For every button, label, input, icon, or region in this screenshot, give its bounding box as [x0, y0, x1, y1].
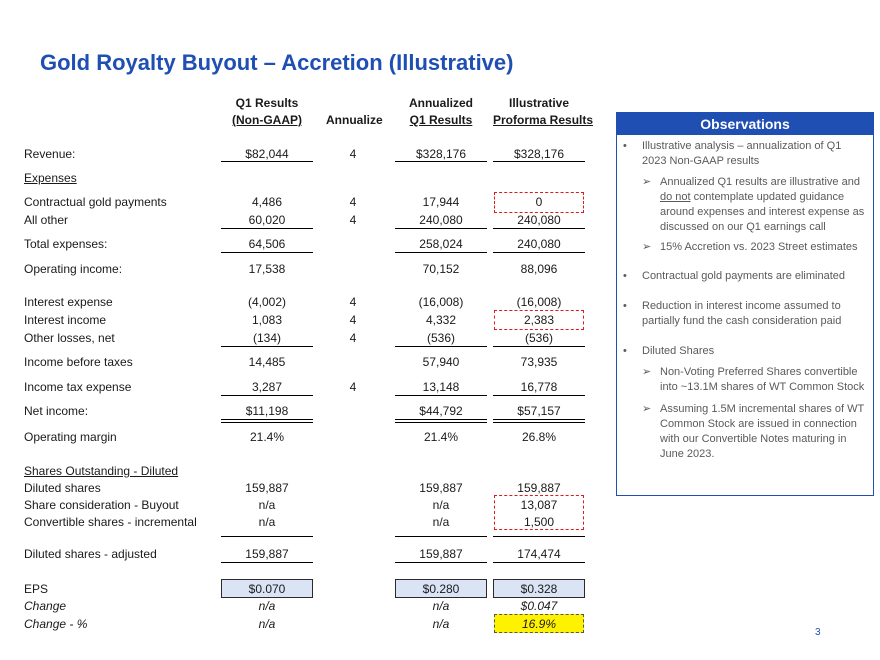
rule	[221, 562, 313, 563]
obs-sub-2-line-1: 15% Accretion vs. 2023 Street estimates	[660, 241, 858, 253]
cell-margin-proforma: 26.8%	[521, 430, 557, 444]
rule	[493, 228, 585, 229]
cell-conv-q1: n/a	[258, 515, 276, 529]
cell-change-proforma: $0.047	[520, 599, 558, 613]
obs-bullet-2-line-1: Contractual gold payments are eliminated	[642, 270, 846, 282]
observations-panel	[616, 112, 874, 496]
col-annualized-header-1: Annualized	[408, 96, 473, 110]
cell-net-annualized: $44,792	[419, 404, 463, 418]
rule	[493, 536, 585, 537]
rule	[395, 562, 487, 563]
obs-sub-4-line-1: Assuming 1.5M incremental shares of WT	[660, 403, 865, 415]
col-q1-header-1: Q1 Results	[235, 96, 299, 110]
cell-change-q1: n/a	[258, 599, 276, 613]
obs-bullet-4-line-1: Diluted Shares	[642, 345, 715, 357]
cell-intexp-annualized: (16,008)	[418, 295, 464, 309]
cell-opinc-annualized: 70,152	[422, 262, 460, 276]
obs-sub-4-line-3: with our Convertible Notes maturing in	[660, 433, 847, 445]
rule	[493, 395, 585, 396]
col-annualized-header-2: Q1 Results	[409, 113, 473, 127]
observations-header: Observations	[617, 113, 873, 135]
row-label-other-losses: Other losses, net	[24, 331, 115, 345]
obs-sub-1-line-1: Annualized Q1 results are illustrative and	[660, 176, 860, 188]
cell-otherloss-proforma: (536)	[524, 331, 553, 345]
obs-sub-3-line-2: into ~13.1M shares of WT Common Stock	[660, 381, 865, 393]
obs-bullet-1-line-2: 2023 Non-GAAP results	[642, 155, 760, 167]
cell-other-annualized: 240,080	[419, 213, 463, 227]
double-rule	[493, 419, 585, 423]
cell-opinc-q1: 17,538	[248, 262, 286, 276]
cell-tax-q1: 3,287	[251, 380, 283, 394]
bullet-icon: •	[623, 300, 627, 312]
cell-consid-annualized: n/a	[432, 498, 450, 512]
cell-otherloss-q1: (134)	[252, 331, 281, 345]
rule	[395, 252, 487, 253]
obs-sub-1-line-2	[660, 190, 844, 205]
cell-other-proforma: 240,080	[517, 213, 561, 227]
cell-diluted-annualized: 159,887	[419, 481, 463, 495]
cell-total-exp-q1: 64,506	[248, 237, 286, 251]
cell-ibt-proforma: 73,935	[520, 355, 558, 369]
rule	[493, 562, 585, 563]
page-title: Gold Royalty Buyout – Accretion (Illustrative)	[40, 50, 514, 75]
obs-sub-4-line-4: June 2023.	[660, 448, 715, 460]
cell-total-exp-proforma: 240,080	[517, 237, 561, 251]
col-proforma-header-2: Proforma Results	[493, 113, 594, 127]
cell-conv-proforma: 1,500	[523, 515, 555, 529]
cell-tax-annualized: 13,148	[422, 380, 460, 394]
cell-revenue-factor: 4	[349, 147, 357, 161]
rule	[493, 252, 585, 253]
page-number: 3	[815, 627, 821, 638]
bullet-icon: •	[623, 270, 627, 282]
row-label-convertible-shares: Convertible shares - incremental	[24, 515, 197, 529]
cell-diladj-q1: 159,887	[245, 547, 289, 561]
cell-intinc-annualized: 4,332	[425, 313, 457, 327]
cell-changepct-annualized: n/a	[432, 617, 450, 631]
cell-opinc-proforma: 88,096	[520, 262, 558, 276]
obs-bullet-3-line-2: partially fund the cash consideration paid	[642, 315, 842, 327]
cell-intinc-factor: 4	[349, 313, 357, 327]
rule	[395, 228, 487, 229]
rule	[493, 161, 585, 162]
arrow-bullet-icon: ➢	[642, 366, 652, 378]
cell-ibt-annualized: 57,940	[422, 355, 460, 369]
rule	[221, 395, 313, 396]
row-label-expenses: Expenses	[24, 171, 77, 185]
col-proforma-header-1: Illustrative	[508, 96, 570, 110]
row-label-interest-expense: Interest expense	[24, 295, 113, 309]
col-q1-header-2: (Non-GAAP)	[232, 113, 302, 127]
row-label-share-consideration: Share consideration - Buyout	[24, 498, 179, 512]
arrow-bullet-icon: ➢	[642, 403, 652, 415]
row-label-change: Change	[24, 599, 67, 613]
cell-eps-q1: $0.070	[248, 582, 286, 596]
obs-emphasis: do not	[660, 191, 691, 203]
cell-intexp-q1: (4,002)	[247, 295, 287, 309]
rule	[395, 395, 487, 396]
row-label-change-pct: Change - %	[24, 617, 88, 631]
cell-changepct-q1: n/a	[258, 617, 276, 631]
cell-eps-proforma: $0.328	[520, 582, 558, 596]
rule	[395, 161, 487, 162]
cell-revenue-annualized: $328,176	[415, 147, 467, 161]
cell-intexp-proforma: (16,008)	[516, 295, 562, 309]
rule	[493, 346, 585, 347]
bullet-icon: •	[623, 345, 627, 357]
row-label-diluted-shares: Diluted shares	[24, 481, 101, 495]
cell-diladj-proforma: 174,474	[517, 547, 561, 561]
cell-conv-annualized: n/a	[432, 515, 450, 529]
cell-intexp-factor: 4	[349, 295, 357, 309]
cell-otherloss-factor: 4	[349, 331, 357, 345]
rule	[221, 346, 313, 347]
cell-tax-proforma: 16,778	[520, 380, 558, 394]
row-label-gold-payments: Contractual gold payments	[24, 195, 167, 209]
row-label-revenue: Revenue:	[24, 147, 76, 161]
arrow-bullet-icon: ➢	[642, 241, 652, 253]
cell-gold-factor: 4	[349, 195, 357, 209]
cell-gold-annualized: 17,944	[422, 195, 460, 209]
cell-diluted-proforma: 159,887	[517, 481, 561, 495]
cell-margin-q1: 21.4%	[249, 430, 285, 444]
cell-other-q1: 60,020	[248, 213, 286, 227]
obs-sub-4-line-2: Common Stock are issued in connection	[660, 418, 857, 430]
rule	[221, 252, 313, 253]
obs-sub-3-line-1: Non-Voting Preferred Shares convertible	[660, 366, 858, 378]
cell-changepct-proforma: 16.9%	[521, 617, 557, 631]
bullet-icon: •	[623, 140, 627, 152]
obs-sub-1-line-2-rest: contemplate updated guidance	[690, 191, 845, 203]
cell-ibt-q1: 14,485	[248, 355, 286, 369]
row-label-net-income: Net income:	[24, 404, 89, 418]
row-label-eps: EPS	[24, 582, 49, 596]
row-label-operating-income: Operating income:	[24, 262, 123, 276]
rule	[395, 346, 487, 347]
cell-revenue-q1: $82,044	[245, 147, 289, 161]
rule	[395, 536, 487, 537]
cell-consid-q1: n/a	[258, 498, 276, 512]
rule	[221, 228, 313, 229]
cell-change-annualized: n/a	[432, 599, 450, 613]
row-label-shares-header: Shares Outstanding - Diluted	[24, 464, 179, 478]
cell-total-exp-annualized: 258,024	[419, 237, 463, 251]
obs-sub-1-line-3: around expenses and interest expense as	[660, 206, 865, 218]
cell-otherloss-annualized: (536)	[426, 331, 455, 345]
cell-margin-annualized: 21.4%	[423, 430, 459, 444]
rule	[221, 161, 313, 162]
row-label-all-other: All other	[24, 213, 69, 227]
cell-gold-proforma: 0	[535, 195, 543, 209]
row-label-operating-margin: Operating margin	[24, 430, 117, 444]
row-label-interest-income: Interest income	[24, 313, 107, 327]
cell-net-q1: $11,198	[245, 404, 289, 418]
cell-eps-annualized: $0.280	[422, 582, 460, 596]
cell-gold-q1: 4,486	[251, 195, 283, 209]
cell-diladj-annualized: 159,887	[419, 547, 463, 561]
double-rule	[221, 419, 313, 423]
cell-other-factor: 4	[349, 213, 357, 227]
row-label-total-expenses: Total expenses:	[24, 237, 108, 251]
obs-bullet-3-line-1: Reduction in interest income assumed to	[642, 300, 841, 312]
cell-net-proforma: $57,157	[517, 404, 561, 418]
cell-intinc-proforma: 2,383	[523, 313, 555, 327]
cell-consid-proforma: 13,087	[520, 498, 558, 512]
col-annualize-header: Annualize	[326, 113, 383, 127]
rule	[221, 536, 313, 537]
cell-intinc-q1: 1,083	[251, 313, 283, 327]
row-label-income-before-taxes: Income before taxes	[24, 355, 133, 369]
row-label-income-tax: Income tax expense	[24, 380, 132, 394]
obs-bullet-1-line-1: Illustrative analysis – annualization of Q1	[642, 140, 842, 152]
arrow-bullet-icon: ➢	[642, 176, 652, 188]
row-label-diluted-adjusted: Diluted shares - adjusted	[24, 547, 157, 561]
cell-revenue-proforma: $328,176	[513, 147, 565, 161]
cell-tax-factor: 4	[349, 380, 357, 394]
obs-sub-1-line-4: discussed on our Q1 earnings call	[660, 221, 826, 233]
cell-diluted-q1: 159,887	[245, 481, 289, 495]
double-rule	[395, 419, 487, 423]
